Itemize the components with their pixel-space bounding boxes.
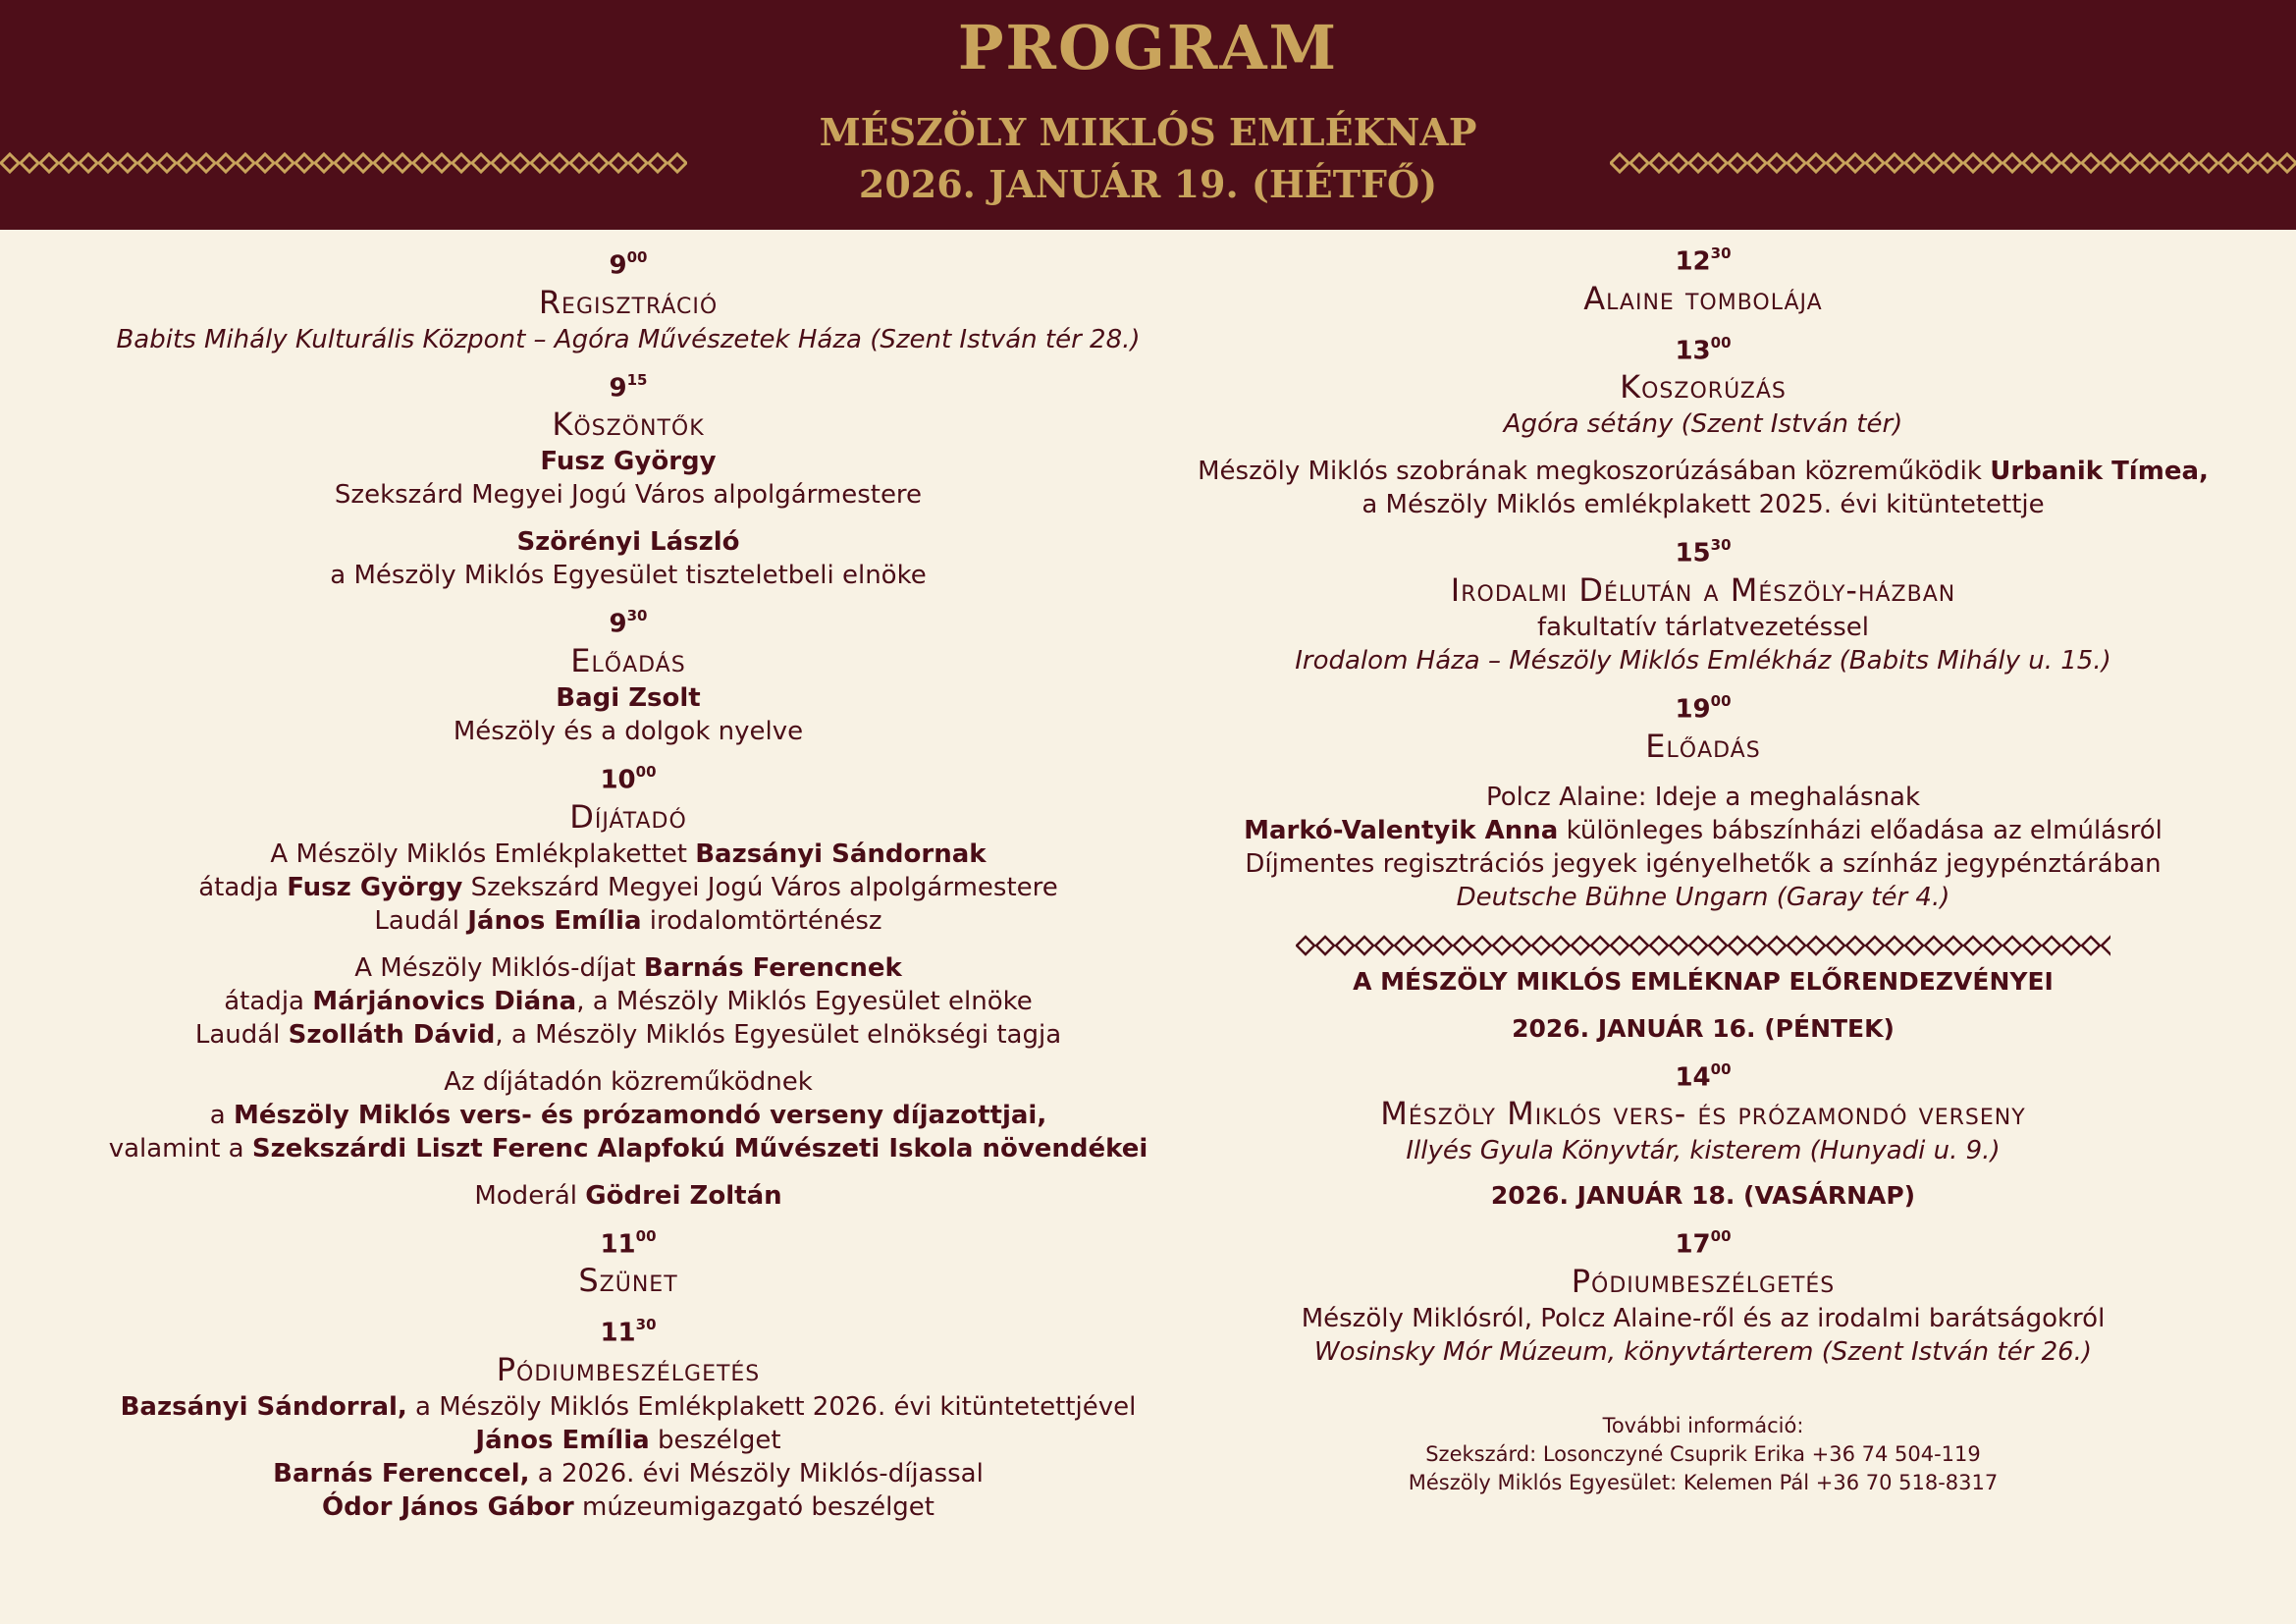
program-title: PROGRAM (957, 12, 1339, 83)
wreath-line: Mészöly Miklós szobrának megkoszorúzásában közreműködik Urbanik Tímea, (1198, 457, 2209, 487)
show-line: Markó-Valentyik Anna különleges bábszínházi előadása az elmúlásról (1244, 815, 2163, 845)
ticket-note: Díjmentes regisztrációs jegyek igényelhetők a színház jegypénztárában (1245, 848, 2162, 879)
item-title: Pódiumbeszélgetés (496, 1350, 761, 1388)
program-item-wreath (1158, 329, 2248, 522)
time: $11^{00}$ (600, 1226, 657, 1260)
item-title: Irodalmi Délután a Mészöly-házban (1450, 570, 1956, 609)
pre-event-panel (1158, 1222, 2248, 1369)
item-title: Pódiumbeszélgetés (1571, 1262, 1836, 1300)
panel-line: Ódor János Gábor múzeumigazgató beszélget (322, 1491, 934, 1522)
pre-event-date: 2026. JANUÁR 18. (VASÁRNAP) (1490, 1181, 1916, 1211)
venue: Irodalom Háza – Mészöly Miklós Emlékház (Babits Mihály u. 15.) (1295, 645, 2111, 676)
speaker-role: a Mészöly Miklós Egyesület tiszteletbeli elnöke (330, 561, 927, 591)
program-item-break (79, 1222, 1178, 1302)
item-title: Regisztráció (538, 283, 719, 321)
program-item-awards (79, 758, 1178, 1213)
speaker-name: Fusz György (540, 447, 717, 477)
event-date: 2026. JANUÁR 19. (HÉTFŐ) (858, 162, 1438, 206)
right-column (1158, 230, 2248, 1497)
left-column (79, 230, 1178, 1524)
time: $9^{00}$ (609, 248, 648, 281)
item-title: Mészöly Miklós vers- és prózamondó verseny (1380, 1095, 2026, 1133)
time: $15^{30}$ (1675, 536, 1732, 568)
show-title: Polcz Alaine: Ideje a meghalásnak (1485, 782, 1920, 812)
speaker-role: Szekszárd Megyei Jogú Város alpolgármestere (334, 480, 923, 511)
award-line: A Mészöly Miklós-díjat Barnás Ferencnek (354, 952, 902, 983)
panel-line: János Emília beszélget (475, 1425, 781, 1455)
time: $11^{30}$ (600, 1316, 657, 1348)
program-item-panel (79, 1311, 1178, 1524)
award-line: Laudál János Emília irodalomtörténész (374, 905, 882, 936)
speaker-name: Szörényi László (516, 527, 740, 558)
item-title: Köszöntők (552, 406, 705, 444)
info-label: További információ: (1602, 1413, 1804, 1437)
lecture-topic: Mészöly és a dolgok nyelve (453, 716, 804, 746)
time: $13^{00}$ (1675, 333, 1732, 366)
event-name: MÉSZÖLY MIKLÓS EMLÉKNAP (819, 110, 1477, 154)
program-item-lecture (79, 602, 1178, 748)
award-line: átadja Márjánovics Diána, a Mészöly Miklós Egyesület elnöke (224, 986, 1033, 1016)
performers-line: a Mészöly Miklós vers- és prózamondó verseny díjazottjai, (209, 1100, 1047, 1130)
header-banner (0, 0, 2296, 230)
venue: Deutsche Bühne Ungarn (Garay tér 4.) (1456, 882, 1950, 912)
item-title: Koszorúzás (1620, 368, 1787, 406)
program-item-registration (79, 244, 1178, 356)
pre-event-date: 2026. JANUÁR 16. (PÉNTEK) (1512, 1013, 1895, 1043)
award-line: Laudál Szolláth Dávid, a Mészöly Miklós Egyesület elnökségi tagja (194, 1019, 1062, 1050)
program-item-greetings (79, 366, 1178, 593)
item-title: Előadás (570, 641, 686, 679)
panel-topic: Mészöly Miklósról, Polcz Alaine-ről és az irodalmi barátságokról (1301, 1303, 2106, 1333)
performers-line: valamint a Szekszárdi Liszt Ferenc Alapfokú Művészeti Iskola növendékei (108, 1133, 1148, 1164)
contact-info (1158, 1412, 2248, 1497)
program-item-raffle (1158, 240, 2248, 319)
award-line: átadja Fusz György Szekszárd Megyei Jogú Város alpolgármestere (198, 872, 1058, 902)
program-item-evening-show (1158, 687, 2248, 914)
divider-ornament (1296, 932, 2110, 959)
time: $10^{00}$ (600, 762, 657, 795)
wreath-line: a Mészöly Miklós emlékplakett 2025. évi kitüntetettje (1362, 490, 2045, 520)
venue: Babits Mihály Kulturális Központ – Agóra Művészetek Háza (Szent István tér 28.) (116, 324, 1141, 354)
contact-line: Mészöly Miklós Egyesület: Kelemen Pál +36 70 518-8317 (1408, 1470, 1999, 1494)
time: $19^{00}$ (1675, 691, 1732, 725)
program-item-literary-afternoon (1158, 531, 2248, 677)
moderator-line: Moderál Gödrei Zoltán (474, 1180, 782, 1211)
item-subtitle: fakultatív tárlatvezetéssel (1537, 612, 1869, 642)
item-title: Előadás (1645, 727, 1761, 765)
panel-line: Barnás Ferenccel, a 2026. évi Mészöly Miklós-díjassal (273, 1458, 984, 1489)
time: $14^{00}$ (1675, 1059, 1732, 1093)
time: $17^{00}$ (1675, 1227, 1732, 1260)
item-title: Szünet (578, 1262, 678, 1300)
time: $9^{30}$ (609, 607, 648, 639)
venue: Agóra sétány (Szent István tér) (1503, 409, 1903, 440)
item-title: Alaine tombolája (1583, 279, 1823, 317)
pre-event-recitation (1158, 1056, 2248, 1168)
time: $9^{15}$ (609, 370, 648, 404)
time: $12^{30}$ (1675, 244, 1732, 277)
performers-intro: Az díjátadón közreműködnek (444, 1066, 813, 1097)
panel-line: Bazsányi Sándorral, a Mészöly Miklós Emlékplakett 2026. évi kitüntetettjével (120, 1391, 1137, 1422)
speaker-name: Bagi Zsolt (556, 682, 701, 713)
venue: Wosinsky Mór Múzeum, könyvtárterem (Szent István tér 26.) (1313, 1336, 2093, 1367)
item-title: Díjátadó (569, 797, 687, 836)
contact-line: Szekszárd: Losonczyné Csuprik Erika +36 74 504-119 (1425, 1441, 1981, 1466)
pre-events-heading: A MÉSZÖLY MIKLÓS EMLÉKNAP ELŐRENDEZVÉNYEI (1353, 966, 2054, 996)
award-line: A Mészöly Miklós Emlékplakettet Bazsányi Sándornak (270, 839, 987, 869)
venue: Illyés Gyula Könyvtár, kisterem (Hunyadi u. 9.) (1406, 1136, 2001, 1166)
